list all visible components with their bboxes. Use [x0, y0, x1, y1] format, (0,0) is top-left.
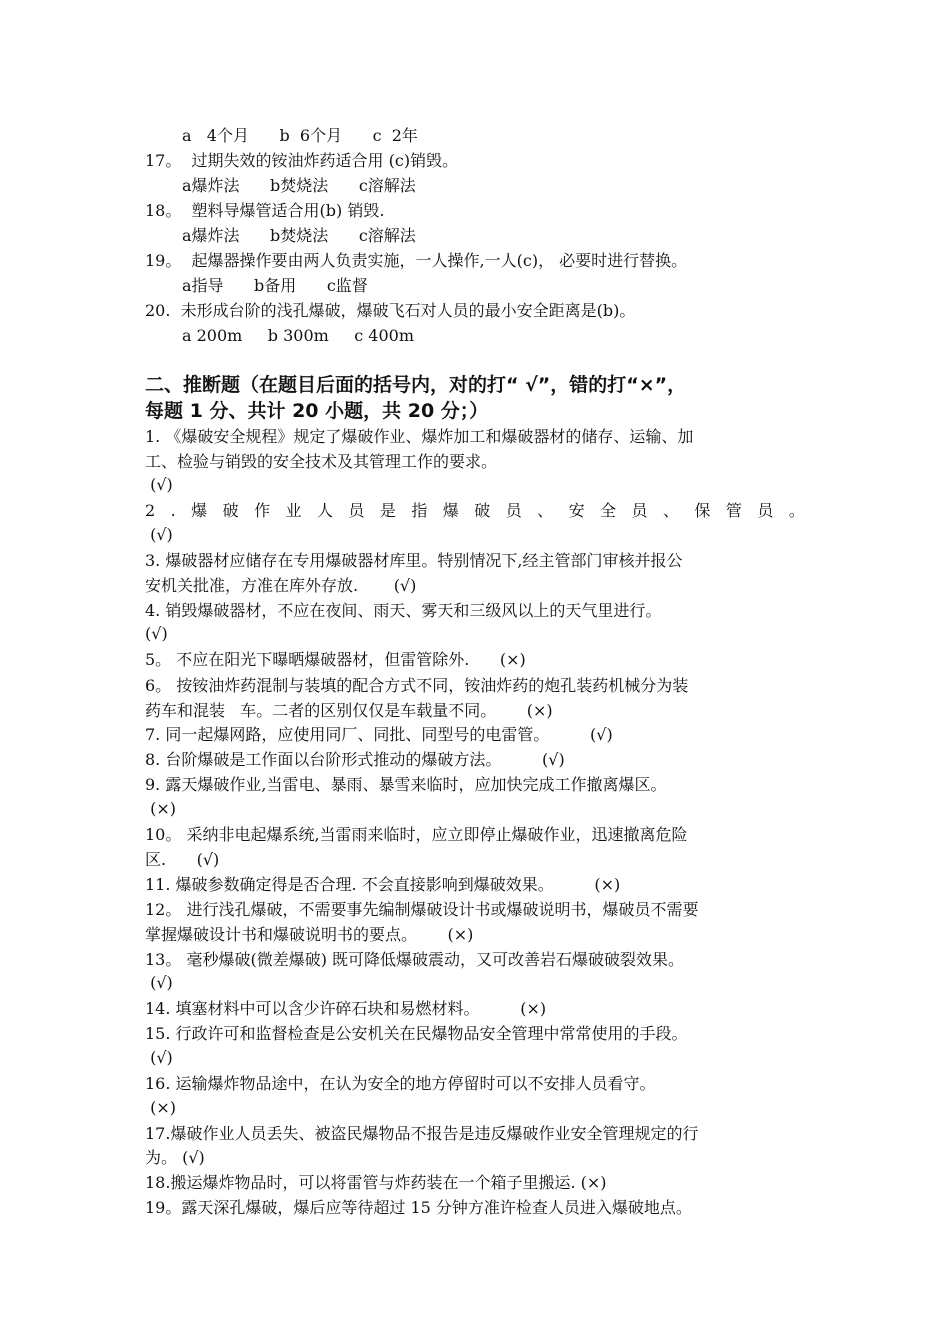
item-17-line1: 17.爆破作业人员丢失、被盗民爆物品不报告是违反爆破作业安全管理规定的行 [145, 1124, 699, 1143]
item-6-line1: 6。 按铵油炸药混制与装填的配合方式不同，铵油炸药的炮孔装药机械分为装 [145, 676, 689, 695]
item-15-line1: 15. 行政许可和监督检查是公安机关在民爆物品安全管理中常常使用的手段。 [145, 1024, 688, 1043]
item-2-line1 [145, 500, 805, 522]
item-6-line2: 药车和混装 车。二者的区别仅仅是车载量不同。 (×) [145, 701, 553, 720]
item-2-char: 员 [505, 501, 522, 520]
item-12-line2: 掌握爆破设计书和爆破说明书的要点。 (×) [145, 925, 474, 944]
item-2-answer: (√) [145, 525, 173, 544]
q18-options: a爆炸法 b焚烧法 c溶解法 [182, 226, 416, 245]
item-1-line1: 1. 《爆破安全规程》规定了爆破作业、爆炸加工和爆破器材的储存、运输、加 [145, 427, 694, 446]
item-2-char: 安 [568, 501, 585, 520]
q19-text: 19。 起爆器操作要由两人负责实施，一人操作,一人(c)， 必要时进行替换。 [145, 251, 688, 270]
q17-options: a爆炸法 b焚烧法 c溶解法 [182, 176, 416, 195]
item-2-char: 员 [757, 501, 774, 520]
item-17-line2: 为。 (√) [145, 1148, 205, 1167]
item-2-char: 指 [411, 501, 428, 520]
item-12-line1: 12。 进行浅孔爆破，不需要事先编制爆破设计书或爆破说明书，爆破员不需要 [145, 900, 699, 919]
item-1-line2: 工、检验与销毁的安全技术及其管理工作的要求。 [145, 452, 498, 471]
item-18: 18.搬运爆炸物品时，可以将雷管与炸药装在一个箱子里搬运. (×) [145, 1173, 607, 1192]
item-2-char: 管 [725, 501, 742, 520]
item-2-char: 、 [662, 501, 679, 520]
item-10-line1: 10。 采纳非电起爆系统,当雷雨来临时，应立即停止爆破作业，迅速撤离危险 [145, 825, 688, 844]
item-13-line1: 13。 毫秒爆破(微差爆破) 既可降低爆破震动，又可改善岩石爆破破裂效果。 [145, 950, 685, 969]
item-4-line1: 4. 销毁爆破器材，不应在夜间、雨天、雾天和三级风以上的天气里进行。 [145, 601, 662, 620]
item-2-char: 员 [348, 501, 365, 520]
item-2-char: 员 [631, 501, 648, 520]
item-2-char: 爆 [191, 501, 208, 520]
item-4-answer: (√) [145, 624, 168, 643]
item-2-char: 破 [474, 501, 491, 520]
item-9-line1: 9. 露天爆破作业,当雷电、暴雨、暴雪来临时，应加快完成工作撤离爆区。 [145, 775, 667, 794]
section-heading-line2: 每题 1 分、共计 20 小题，共 20 分；） [145, 400, 489, 422]
item-9-answer: (×) [145, 799, 176, 818]
item-13-answer: (√) [145, 973, 173, 992]
item-2-char: 全 [600, 501, 617, 520]
item-5: 5。 不应在阳光下曝晒爆破器材，但雷管除外. (×) [145, 650, 526, 669]
item-11: 11. 爆破参数确定得是否合理. 不会直接影响到爆破效果。 (×) [145, 875, 621, 894]
item-2-char: 、 [537, 501, 554, 520]
item-2-char: 破 [222, 501, 239, 520]
item-2-char: 。 [788, 501, 805, 520]
item-16-line1: 16. 运输爆炸物品途中，在认为安全的地方停留时可以不安排人员看守。 [145, 1074, 656, 1093]
item-14: 14. 填塞材料中可以含少许碎石块和易燃材料。 (×) [145, 999, 547, 1018]
item-2-char: 作 [254, 501, 271, 520]
q16-options: a 4个月 b 6个月 c 2年 [182, 126, 418, 145]
q19-options: a指导 b备用 c监督 [182, 276, 368, 295]
item-8: 8. 台阶爆破是工作面以台阶形式推动的爆破方法。 (√) [145, 750, 565, 769]
item-2-char: 人 [316, 501, 333, 520]
item-15-answer: (√) [145, 1048, 173, 1067]
item-1-answer: (√) [145, 475, 173, 494]
item-2-char: 保 [694, 501, 711, 520]
item-3-line1: 3. 爆破器材应储存在专用爆破器材库里。特别情况下,经主管部门审核并报公 [145, 551, 683, 570]
q20-text: 20. 未形成台阶的浅孔爆破，爆破飞石对人员的最小安全距离是(b)。 [145, 301, 636, 320]
q20-options: a 200m b 300m c 400m [182, 326, 414, 345]
item-7: 7. 同一起爆网路，应使用同厂、同批、同型号的电雷管。 (√) [145, 725, 613, 744]
item-2-char: 爆 [442, 501, 459, 520]
item-2-char: 2 [145, 501, 156, 520]
item-2-char: 业 [285, 501, 302, 520]
item-10-line2: 区. (√) [145, 850, 220, 869]
section-heading-line1: 二、推断题（在题目后面的括号内，对的打“ √”，错的打“×”， [145, 374, 687, 396]
q18-text: 18。 塑料导爆管适合用(b) 销毁. [145, 201, 385, 220]
item-16-answer: (×) [145, 1098, 176, 1117]
item-19: 19。露天深孔爆破，爆后应等待超过 15 分钟方准许检查人员进入爆破地点。 [145, 1198, 692, 1217]
item-3-line2: 安机关批准，方准在库外存放. (√) [145, 576, 417, 595]
item-2-char: . [170, 501, 176, 520]
q17-text: 17。 过期失效的铵油炸药适合用 (c)销毁。 [145, 151, 459, 170]
item-2-char: 是 [379, 501, 396, 520]
